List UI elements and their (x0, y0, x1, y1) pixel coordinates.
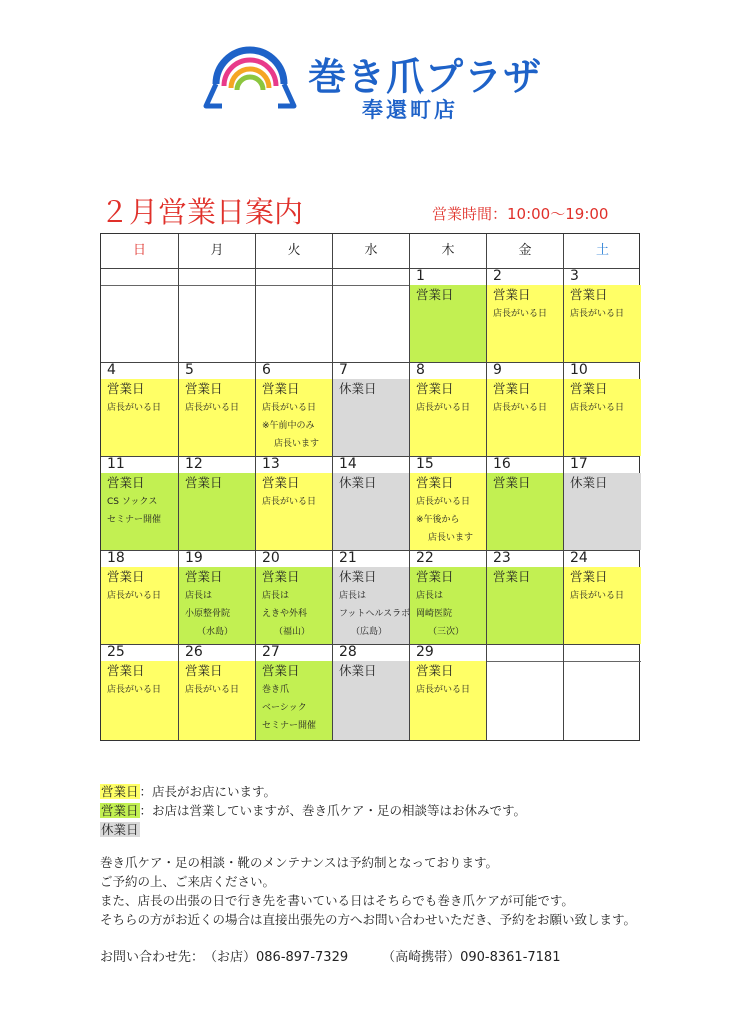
day-content (487, 473, 563, 550)
day-status: 休業日 (339, 475, 377, 490)
day-note: 岡崎医院 (416, 609, 453, 619)
day-number: 29 (416, 644, 434, 660)
day-number-bar (101, 268, 178, 286)
day-note: フットヘルスラボ (339, 609, 411, 619)
day-number-bar (333, 268, 409, 286)
day-number-bar (410, 456, 486, 474)
calendar-day-cell (101, 456, 179, 550)
day-content (487, 661, 563, 740)
day-number-bar (564, 550, 641, 568)
day-content (410, 285, 486, 362)
day-content (333, 567, 409, 644)
day-note: 店長がいる日 (416, 685, 471, 695)
calendar-day-cell (487, 456, 564, 550)
calendar-week (101, 362, 639, 457)
calendar-day-cell (101, 268, 179, 362)
day-note: 店長がいる日 (570, 591, 625, 601)
day-status: 営業日 (570, 287, 608, 302)
day-number: 4 (107, 362, 116, 378)
calendar-day-cell (564, 362, 641, 456)
day-note: （三次） (428, 627, 465, 637)
day-content (101, 661, 178, 740)
day-content (101, 285, 178, 362)
day-note: （広島） (351, 627, 388, 637)
day-number-bar (179, 268, 255, 286)
day-status: 営業日 (185, 381, 223, 396)
day-number-bar (101, 550, 178, 568)
day-status: 休業日 (339, 569, 377, 584)
day-number: 6 (262, 362, 271, 378)
calendar-day-cell (333, 456, 410, 550)
calendar-day-cell (179, 550, 256, 644)
calendar-day-cell (101, 362, 179, 456)
brand-name: 巻き爪プラザ (308, 55, 543, 99)
day-content (564, 379, 641, 456)
day-number: 22 (416, 550, 434, 566)
contact-shop-phone: （お店）086-897-7329 (204, 950, 349, 965)
info-line: また、店長の出張の日で行き先を書いている日はそちらでも巻き爪ケアが可能です。 (100, 893, 574, 908)
day-number-bar (101, 362, 178, 380)
logo (200, 40, 560, 130)
day-content (333, 473, 409, 550)
calendar-day-cell (333, 550, 410, 644)
day-number-bar (487, 268, 563, 286)
day-number-bar (410, 362, 486, 380)
day-content (101, 567, 178, 644)
day-number: 19 (185, 550, 203, 566)
calendar-day-cell (256, 644, 333, 740)
legend-item (100, 820, 526, 839)
contact-mobile-phone: （高崎携帯）090-8361-7181 (382, 950, 561, 965)
day-status: 営業日 (493, 475, 531, 490)
day-number-bar (101, 644, 178, 662)
day-number-bar (410, 644, 486, 662)
day-content (487, 379, 563, 456)
day-note: ベーシック (262, 703, 307, 713)
day-note: 店長います (428, 533, 474, 543)
day-note: 店長がいる日 (416, 497, 471, 507)
day-number: 18 (107, 550, 125, 566)
calendar-day-cell (564, 268, 641, 362)
day-status: 営業日 (416, 475, 454, 490)
day-content (333, 379, 409, 456)
day-content (487, 567, 563, 644)
day-number: 15 (416, 456, 434, 472)
legend-tag: 営業日 (101, 803, 139, 818)
weekday-header: 月 (179, 234, 256, 268)
day-note: 店長います (274, 439, 320, 449)
day-note: 店長は (185, 591, 213, 601)
day-note: 店長がいる日 (185, 403, 240, 413)
day-number: 26 (185, 644, 203, 660)
day-note: （福山） (274, 627, 311, 637)
legend-text: ：お店は営業していますが、巻き爪ケア・足の相談等はお休みです。 (139, 803, 527, 818)
calendar-day-cell (333, 268, 410, 362)
day-content (256, 567, 332, 644)
day-number-bar (333, 550, 409, 568)
info-line: 巻き爪ケア・足の相談・靴のメンテナンスは予約制となっております。 (100, 855, 499, 870)
day-number-bar (256, 268, 332, 286)
calendar-day-cell (487, 362, 564, 456)
calendar-day-cell (256, 456, 333, 550)
weekday-header: 土 (595, 243, 609, 258)
day-number: 27 (262, 644, 280, 660)
day-number-bar (487, 550, 563, 568)
day-number-bar (410, 268, 486, 286)
day-number-bar (333, 644, 409, 662)
day-note: CS ソックス (107, 497, 158, 507)
day-number: 12 (185, 456, 203, 472)
day-number: 7 (339, 362, 348, 378)
calendar-day-cell (410, 644, 487, 740)
day-status: 休業日 (570, 475, 608, 490)
day-content (410, 379, 486, 456)
calendar-day-cell (487, 550, 564, 644)
day-content (179, 473, 255, 550)
day-content (256, 379, 332, 456)
weekday-header: 木 (410, 234, 487, 268)
day-number-bar (564, 456, 641, 474)
day-note: セミナー開催 (107, 515, 162, 525)
day-status: 営業日 (416, 381, 454, 396)
day-content (410, 473, 486, 550)
day-content (333, 285, 409, 362)
day-note: 店長がいる日 (107, 685, 162, 695)
day-number: 13 (262, 456, 280, 472)
calendar-day-cell (256, 550, 333, 644)
day-note: 店長がいる日 (107, 403, 162, 413)
day-status: 営業日 (493, 569, 531, 584)
calendar-table (100, 233, 640, 741)
day-content (179, 379, 255, 456)
day-note: 店長がいる日 (493, 403, 548, 413)
day-number-bar (101, 456, 178, 474)
calendar-day-cell (333, 644, 410, 740)
day-status: 休業日 (339, 381, 377, 396)
day-note: 店長がいる日 (416, 403, 471, 413)
day-number: 24 (570, 550, 588, 566)
day-content (410, 567, 486, 644)
day-content (487, 285, 563, 362)
day-status: 営業日 (416, 287, 454, 302)
day-content (101, 473, 178, 550)
day-number-bar (487, 644, 563, 662)
day-number: 10 (570, 362, 588, 378)
legend-text: ：店長がお店にいます。 (139, 784, 277, 799)
day-status: 営業日 (107, 569, 145, 584)
day-status: 営業日 (185, 663, 223, 678)
day-note: 店長がいる日 (185, 685, 240, 695)
info-line: そちらの方がお近くの場合は直接出張先の方へお問い合わせいただき、予約をお願い致します。 (100, 912, 637, 927)
day-content (564, 473, 641, 550)
day-number-bar (256, 456, 332, 474)
calendar-day-cell (179, 644, 256, 740)
calendar-day-cell (101, 550, 179, 644)
day-number-bar (410, 550, 486, 568)
day-content (256, 661, 332, 740)
day-status: 営業日 (107, 663, 145, 678)
legend-item (100, 782, 526, 801)
day-status: 営業日 (493, 381, 531, 396)
day-status: 営業日 (493, 287, 531, 302)
day-number: 2 (493, 268, 502, 284)
day-content (179, 567, 255, 644)
calendar-week (101, 268, 639, 363)
calendar-day-cell (256, 362, 333, 456)
calendar-day-cell (410, 456, 487, 550)
page-title: ２月営業日案内 (100, 195, 304, 229)
day-note: 店長は (416, 591, 444, 601)
calendar-day-cell (179, 362, 256, 456)
calendar-week (101, 550, 639, 645)
weekday-header: 日 (101, 234, 179, 268)
calendar-week (101, 456, 639, 551)
contact-label: お問い合わせ先： (100, 950, 205, 965)
calendar-day-cell (410, 362, 487, 456)
day-note: ※午後から (416, 515, 460, 525)
info-text (100, 853, 636, 929)
day-number-bar (256, 644, 332, 662)
weekday-header: 水 (333, 234, 410, 268)
business-hours: 営業時間：10:00〜19:00 (432, 205, 609, 223)
day-number-bar (333, 362, 409, 380)
day-content (256, 285, 332, 362)
day-status: 営業日 (416, 569, 454, 584)
legend-tag: 営業日 (101, 784, 139, 799)
legend-tag: 休業日 (101, 822, 139, 837)
day-status: 営業日 (262, 381, 300, 396)
day-number-bar (564, 644, 641, 662)
calendar-day-cell (564, 456, 641, 550)
calendar-day-cell (564, 550, 641, 644)
day-number-bar (564, 268, 641, 286)
calendar-header-row (101, 234, 639, 269)
day-note: 小原整骨院 (185, 609, 231, 619)
day-number: 17 (570, 456, 588, 472)
day-number-bar (256, 550, 332, 568)
day-status: 営業日 (570, 569, 608, 584)
day-number: 8 (416, 362, 425, 378)
day-status: 営業日 (262, 663, 300, 678)
day-number: 21 (339, 550, 357, 566)
day-content (179, 661, 255, 740)
legend (100, 782, 526, 839)
day-number: 9 (493, 362, 502, 378)
day-number-bar (256, 362, 332, 380)
day-content (410, 661, 486, 740)
day-status: 営業日 (107, 381, 145, 396)
day-number: 5 (185, 362, 194, 378)
calendar-day-cell (256, 268, 333, 362)
info-line: ご予約の上、ご来店ください。 (100, 874, 276, 889)
day-number-bar (179, 644, 255, 662)
day-note: 店長は (262, 591, 290, 601)
day-number: 20 (262, 550, 280, 566)
day-note: ※午前中のみ (262, 421, 315, 431)
calendar-day-cell (410, 268, 487, 362)
day-number-bar (564, 362, 641, 380)
day-note: 店長がいる日 (570, 403, 625, 413)
weekday-header: 火 (256, 234, 333, 268)
day-number: 3 (570, 268, 579, 284)
day-status: 営業日 (107, 475, 145, 490)
calendar-week (101, 644, 639, 740)
day-number-bar (179, 550, 255, 568)
calendar-day-cell (101, 644, 179, 740)
day-content (564, 567, 641, 644)
calendar-day-cell (487, 644, 564, 740)
day-status: 営業日 (570, 381, 608, 396)
calendar-day-cell (410, 550, 487, 644)
day-number-bar (179, 456, 255, 474)
day-status: 休業日 (339, 663, 377, 678)
day-note: 店長がいる日 (107, 591, 162, 601)
legend-item (100, 801, 526, 820)
weekday-header: 金 (487, 234, 564, 268)
day-content (564, 285, 641, 362)
day-note: 巻き爪 (262, 685, 290, 695)
day-number: 28 (339, 644, 357, 660)
day-note: 店長がいる日 (493, 309, 548, 319)
contact-info (100, 946, 560, 965)
day-number: 16 (493, 456, 511, 472)
day-number: 25 (107, 644, 125, 660)
day-note: 店長がいる日 (262, 403, 317, 413)
day-status: 営業日 (185, 569, 223, 584)
calendar-day-cell (179, 268, 256, 362)
day-status: 営業日 (185, 475, 223, 490)
rainbow-logo-icon (200, 40, 300, 130)
day-status: 営業日 (416, 663, 454, 678)
day-number: 1 (416, 268, 425, 284)
day-number: 11 (107, 456, 125, 472)
day-note: 店長がいる日 (262, 497, 317, 507)
day-note: セミナー開催 (262, 721, 317, 731)
day-content (179, 285, 255, 362)
day-number: 23 (493, 550, 511, 566)
day-number-bar (487, 362, 563, 380)
day-content (333, 661, 409, 740)
day-note: 店長は (339, 591, 367, 601)
day-number: 14 (339, 456, 357, 472)
day-number-bar (487, 456, 563, 474)
day-content (101, 379, 178, 456)
day-content (256, 473, 332, 550)
day-number-bar (333, 456, 409, 474)
day-status: 営業日 (262, 569, 300, 584)
day-note: （水島） (197, 627, 234, 637)
calendar-day-cell (333, 362, 410, 456)
day-number-bar (179, 362, 255, 380)
day-content (564, 661, 641, 740)
day-note: えきや外科 (262, 609, 308, 619)
calendar-day-cell (564, 644, 641, 740)
calendar-day-cell (179, 456, 256, 550)
calendar-day-cell (487, 268, 564, 362)
day-note: 店長がいる日 (570, 309, 625, 319)
brand-branch: 奉還町店 (362, 98, 458, 122)
day-status: 営業日 (262, 475, 300, 490)
